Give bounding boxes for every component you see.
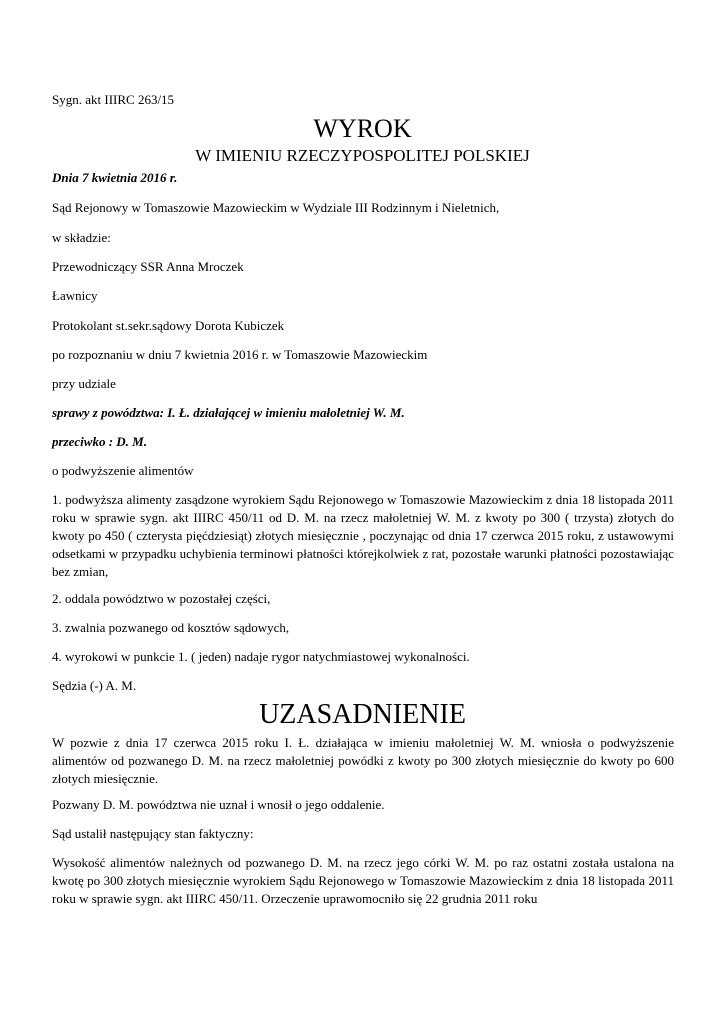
court-clerk: Protokolant st.sekr.sądowy Dorota Kubiczek — [52, 318, 285, 333]
ruling-item: 1. podwyższa alimenty zasądzone wyrokiem Sądu Rejonowego w Tomaszowie Mazowieckim z dnia 18 listopada 2011 roku w sprawie sygn. akt IIIRC 450/11 od D. M. na rzecz małoletniej W. M. z kwoty po 300 ( trzysta) złotych do kwoty po 450 ( czterysta pięćdziesiąt) złotych miesięcznie , poczynając od dnia 17 czerwca 2015 roku, z ustawowymi odsetkami w przypadku uchybienia terminowi płatności którejkolwiek z rat, pozostałe warunki płatności pozostawiając bez zmian, — [52, 492, 674, 579]
document-title: WYROK — [313, 114, 412, 143]
case-subject: o podwyższenie alimentów — [52, 463, 194, 478]
ruling-item: 4. wyrokowi w punkcie 1. ( jeden) nadaje rygor natychmiastowej wykonalności. — [52, 649, 470, 664]
judgment-date: Dnia 7 kwietnia 2016 r. — [52, 170, 178, 185]
lay-judges: Ławnicy — [52, 288, 98, 303]
court-name: Sąd Rejonowy w Tomaszowie Mazowieckim w Wydziale III Rodzinnym i Nieletnich, — [52, 200, 500, 215]
justification-paragraph: Sąd ustalił następujący stan faktyczny: — [52, 826, 254, 841]
justification-paragraph: Pozwany D. M. powództwa nie uznał i wnosił o jego oddalenie. — [52, 797, 385, 812]
ruling-item: 3. zwalnia pozwanego od kosztów sądowych, — [52, 620, 290, 635]
defendant: przeciwko : D. M. — [52, 434, 147, 449]
participation: przy udziale — [52, 376, 116, 391]
justification-paragraph: Wysokość alimentów należnych od pozwanego D. M. na rzecz jego córki W. M. po raz ostatni została ustalona na kwotę po 300 złotych miesięcznie wyrokiem Sądu Rejonowego w Tomaszowie Mazowieckim z dnia 18 listopada 2011 roku w sprawie sygn. akt IIIRC 450/11. Orzeczenie uprawomocniło się 22 grudnia 2011 roku — [52, 855, 674, 906]
composition-label: w składzie: — [52, 230, 111, 245]
justification-title: UZASADNIENIE — [259, 699, 466, 730]
presiding-judge: Przewodniczący SSR Anna Mroczek — [52, 259, 244, 274]
judge-signature: Sędzia (-) A. M. — [52, 678, 137, 693]
hearing-info: po rozpoznaniu w dniu 7 kwietnia 2016 r. w Tomaszowie Mazowieckim — [52, 347, 428, 362]
document-subtitle: W IMIENIU RZECZYPOSPOLITEJ POLSKIEJ — [195, 146, 530, 165]
case-number: Sygn. akt IIIRC 263/15 — [52, 92, 175, 107]
ruling-item: 2. oddala powództwo w pozostałej części, — [52, 591, 271, 606]
claim-parties: sprawy z powództwa: I. Ł. działającej w imieniu małoletniej W. M. — [52, 405, 405, 420]
justification-paragraph: W pozwie z dnia 17 czerwca 2015 roku I. Ł. działająca w imieniu małoletniej W. M. wniosła o podwyższenie alimentów od pozwanego D. M. na rzecz małoletniej powódki z kwoty po 300 złotych miesięcznie do kwoty po 600 złotych miesięcznie. — [52, 735, 674, 786]
